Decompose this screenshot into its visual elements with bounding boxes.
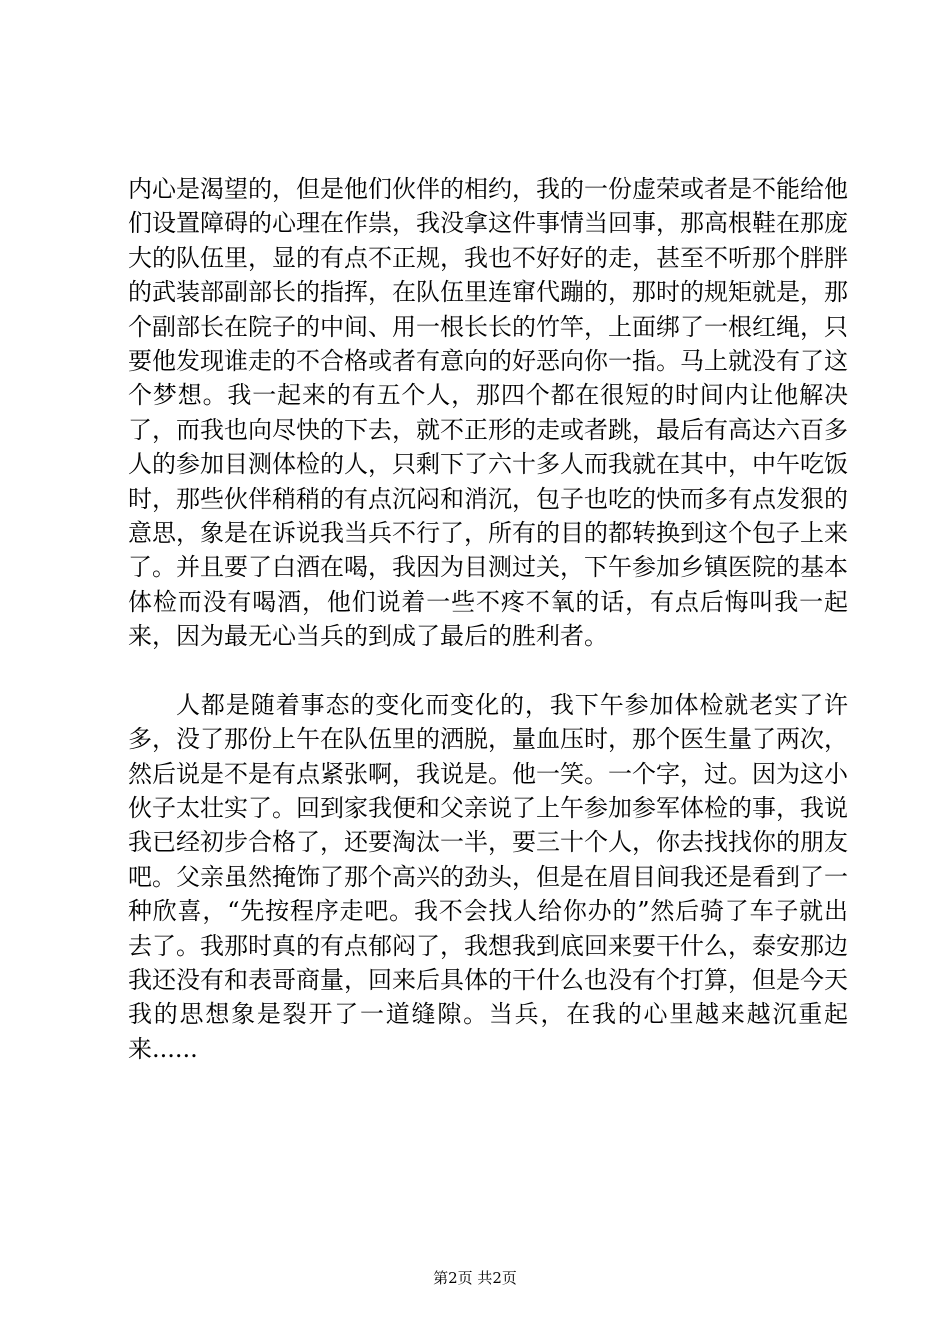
document-body: [128, 172, 848, 1066]
paragraph-2: 人都是随着事态的变化而变化的，我下午参加体检就老实了许多，没了那份上午在队伍里的洒脱，量血压时，那个医生量了两次，然后说是不是有点紧张啊，我说是。他一笑。一个字，过。因为这小伙子太壮实了。回到家我便和父亲说了上午参加参军体检的事，我说我已经初步合格了，还要淘汰一半，要三十个人，你去找找你的朋友吧。父亲虽然掩饰了那个高兴的劲头，但是在眉目间我还是看到了一种欣喜，“先按程序走吧。我不会找人给你办的”然后骑了车子就出去了。我那时真的有点郁闷了，我想我到底回来要干什么，泰安那边我还没有和表哥商量，回来后具体的干什么也没有个打算，但是今天我的思想象是裂开了一道缝隙。当兵，在我的心里越来越沉重起来......: [128, 690, 848, 1063]
page-number-footer: 第2页 共2页: [433, 1269, 517, 1287]
paragraph-1: 内心是渴望的，但是他们伙伴的相约，我的一份虚荣或者是不能给他们设置障碍的心理在作祟，我没拿这件事情当回事，那高根鞋在那庞大的队伍里，显的有点不正规，我也不好好的走，甚至不听那个胖胖的武装部副部长的指挥，在队伍里连窜代蹦的，那时的规矩就是，那个副部长在院子的中间、用一根长长的竹竿，上面绑了一根红绳，只要他发现谁走的不合格或者有意向的好恶向你一指。马上就没有了这个梦想。我一起来的有五个人，那四个都在很短的时间内让他解决了，而我也向尽快的下去，就不正形的走或者跳，最后有高达六百多人的参加目测体检的人，只剩下了六十多人而我就在其中，中午吃饭时，那些伙伴稍稍的有点沉闷和消沉，包子也吃的快而多有点发狠的意思，象是在诉说我当兵不行了，所有的目的都转换到这个包子上来了。并且要了白酒在喝，我因为目测过关，下午参加乡镇医院的基本体检而没有喝酒，他们说着一些不疼不氧的话，有点后悔叫我一起来，因为最无心当兵的到成了最后的胜利者。: [128, 175, 848, 651]
